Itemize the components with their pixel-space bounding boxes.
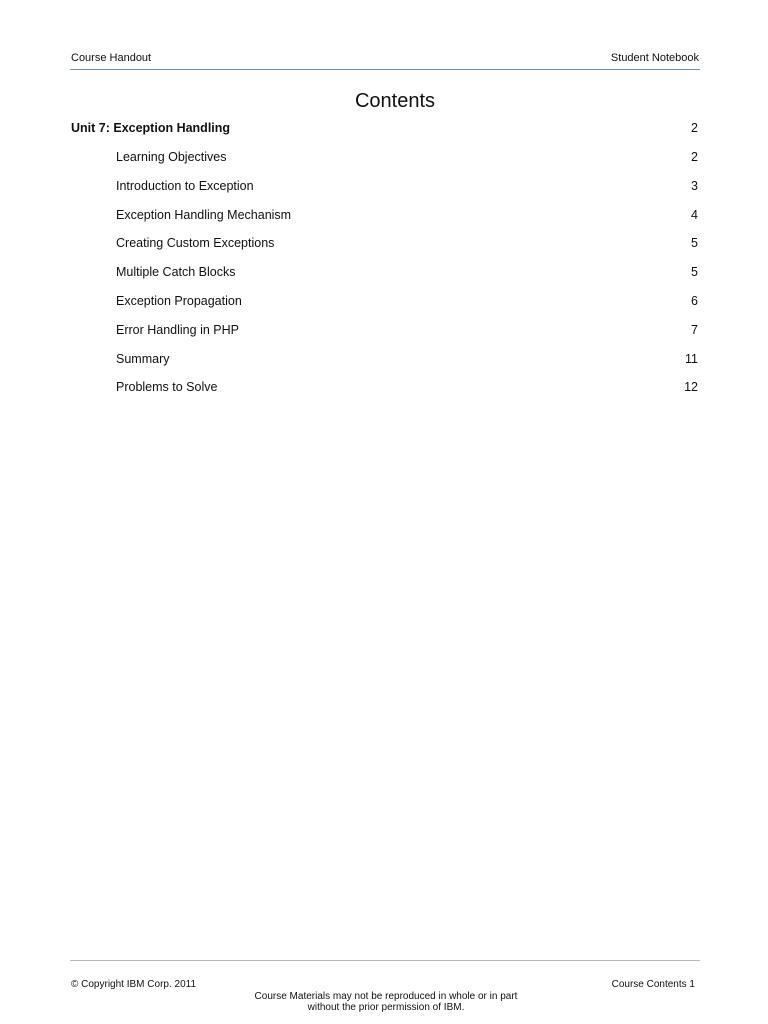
toc-unit-page: 2	[691, 121, 698, 135]
toc-entry-label: Exception Propagation	[116, 293, 242, 308]
toc-entry-exception-propagation[interactable]	[71, 282, 698, 311]
toc-entry-introduction-to-exception[interactable]	[71, 167, 698, 196]
toc-entry-page: 7	[691, 322, 698, 337]
toc-entry-multiple-catch-blocks[interactable]	[71, 253, 698, 282]
footer-notice-line-2: without the prior permission of IBM.	[307, 1002, 465, 1013]
toc-entry-page: 3	[691, 178, 698, 193]
footer-notice	[71, 991, 701, 1013]
header-course-handout: Course Handout	[71, 52, 152, 64]
toc-entry-error-handling-in-php[interactable]	[71, 311, 698, 340]
toc-entry-label: Multiple Catch Blocks	[116, 265, 236, 280]
toc-entry-page: 6	[691, 293, 698, 308]
toc-entry-label: Exception Handling Mechanism	[116, 207, 292, 222]
toc-entry-label: Error Handling in PHP	[116, 322, 239, 337]
header-student-notebook: Student Notebook	[610, 52, 699, 64]
toc-unit-label: Unit 7: Exception Handling	[71, 121, 231, 135]
toc-unit-entry[interactable]	[71, 118, 698, 138]
toc-entry-label: Introduction to Exception	[116, 178, 254, 193]
toc-entry-problems-to-solve[interactable]	[71, 368, 698, 397]
toc-entry-creating-custom-exceptions[interactable]	[71, 224, 698, 253]
toc-entry-page: 12	[684, 380, 698, 395]
toc-entry-page: 5	[691, 236, 698, 251]
footer-copyright: © Copyright IBM Corp. 2011	[71, 979, 197, 990]
toc-entry-label: Creating Custom Exceptions	[116, 236, 275, 251]
footer-page-label: Course Contents 1	[611, 979, 695, 990]
toc-entry-page: 11	[685, 351, 698, 366]
toc-entry-label: Learning Objectives	[116, 150, 227, 164]
toc-entry-learning-objectives[interactable]	[71, 138, 698, 167]
toc-entry-label: Summary	[116, 351, 170, 366]
footer-notice-line-1: Course Materials may not be reproduced in whole or in part	[254, 991, 518, 1002]
toc-entry-exception-handling-mechanism[interactable]	[71, 196, 698, 225]
toc-entry-page: 4	[691, 207, 698, 222]
table-of-contents	[71, 118, 698, 397]
toc-entry-summary[interactable]	[71, 340, 698, 369]
page-title: Contents	[354, 90, 436, 112]
toc-entry-page: 2	[691, 150, 698, 164]
page-footer	[71, 979, 695, 1019]
header-divider	[70, 69, 700, 70]
footer-divider	[70, 960, 700, 961]
toc-entry-page: 5	[691, 265, 698, 280]
toc-entry-label: Problems to Solve	[116, 380, 218, 395]
page-header	[71, 52, 699, 66]
